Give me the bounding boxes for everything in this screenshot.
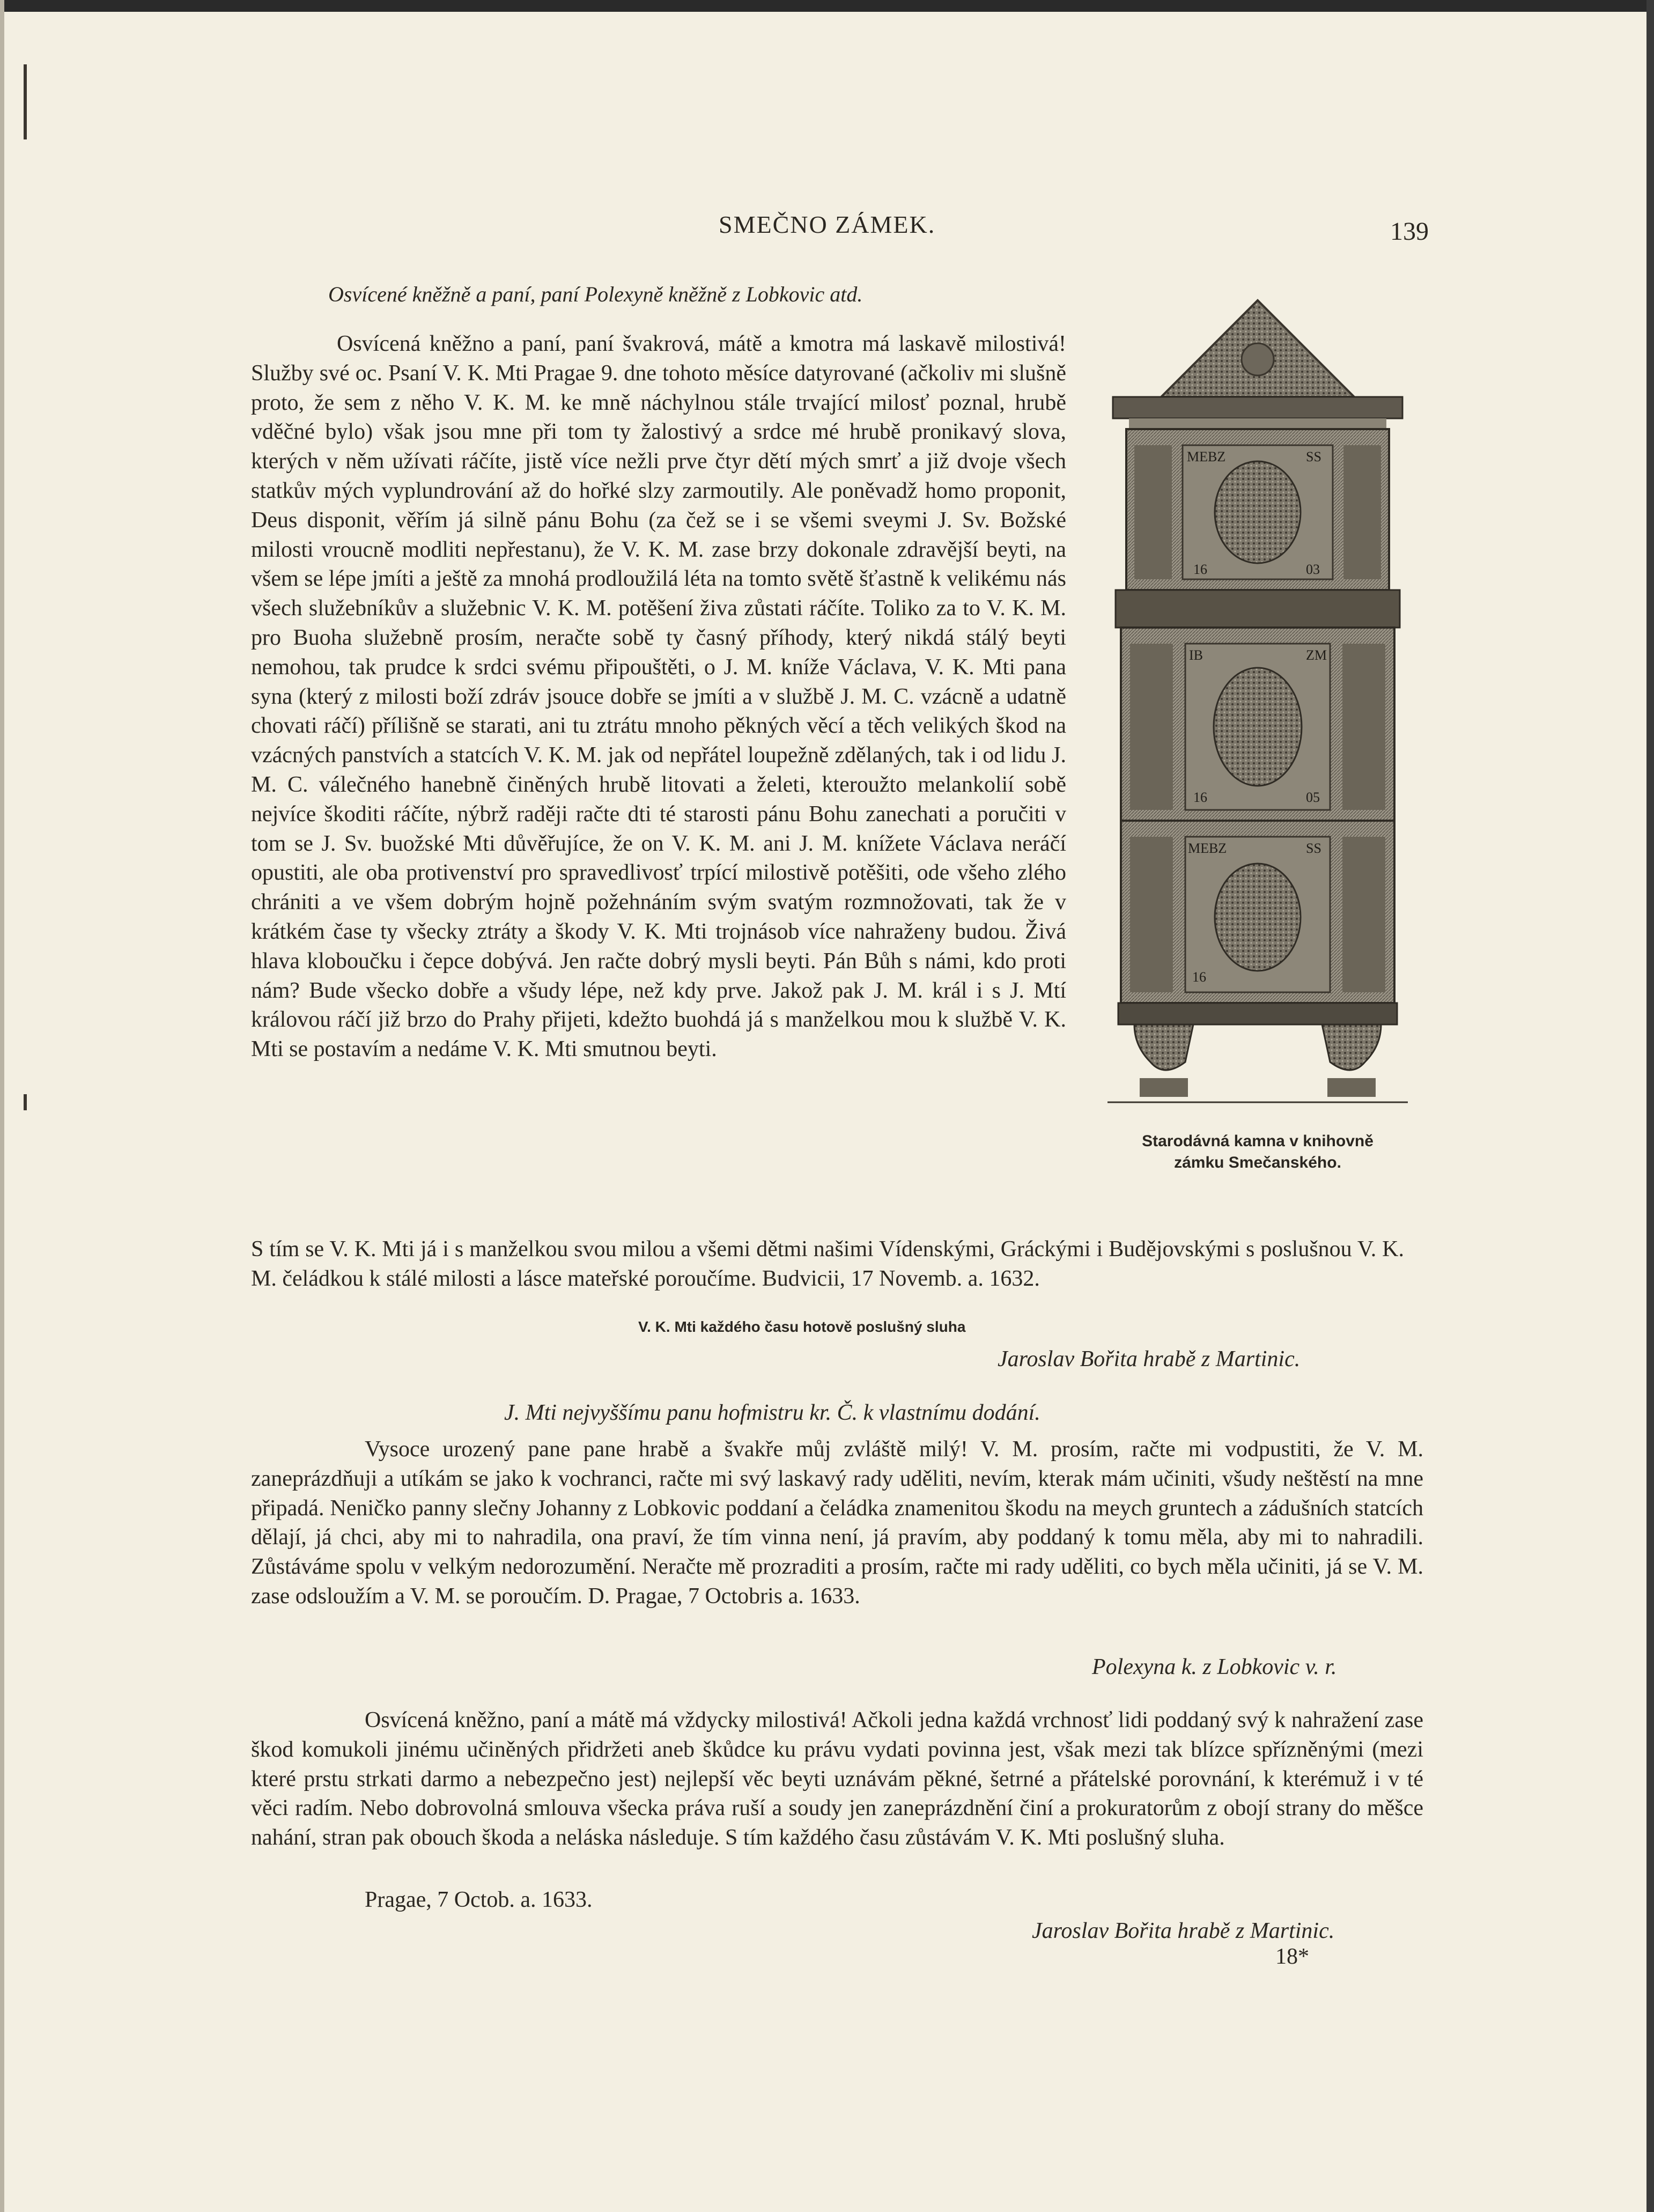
caryatid-right-3 xyxy=(1342,837,1385,992)
inscription-03: 03 xyxy=(1306,562,1320,577)
caryatid-left-3 xyxy=(1130,837,1173,992)
inscription-16-2: 16 xyxy=(1193,790,1207,805)
binding-mark xyxy=(24,64,27,139)
letter2-heading: J. Mti nejvyššímu panu hofmistru kr. Č. k vlastnímu dodání. xyxy=(504,1400,1040,1425)
figure-caption-line1: Starodávná kamna v knihovně xyxy=(1142,1132,1374,1150)
letter1-heading: Osvícené kněžně a paní, paní Polexyně kněžně z Lobkovic atd. xyxy=(328,282,863,306)
coat-of-arms-1 xyxy=(1215,461,1301,563)
letter1-body xyxy=(251,329,1066,1064)
letter2-paragraph: Vysoce urozený pane pane hrabě a švakře můj zvláště milý! V. M. prosím, račte mi vodpustiti, že V. M. zaneprázdňuji a utíkám se jako k vochranci, račte mi svý laskavý rady uděliti, nevím, kterak mám učiniti, všudy neštěstí na mne připadá. Neničko panny slečny Johanny z Lobkovic poddaní a čeládka znamenitou škodu na meych gruntech a zádušních statcích dělají, já chci, aby mi to nahradila, ona praví, že tím vinna není, já pravím, aby poddaný k tomu měla, aby mi to nahradili. Zůstáváme spolu v velkým nedorozumění. Neračte mě prozraditi a prosím, račte mi rady uděliti, co bych měla učiniti, já se V. M. zase odsloužím a V. M. se poroučím. D. Pragae, 7 Octobris a. 1633. xyxy=(251,1437,1423,1609)
stove-leg-right xyxy=(1322,1024,1381,1070)
inscription-mebz-2: MEBZ xyxy=(1188,840,1227,856)
running-header: SMEČNO ZÁMEK. xyxy=(719,211,936,238)
inscription-16-3: 16 xyxy=(1192,969,1206,985)
scan-left-edge xyxy=(0,0,4,2212)
coat-of-arms-2 xyxy=(1214,668,1302,786)
middle-cornice xyxy=(1116,590,1400,628)
inscription-mebz-1: MEBZ xyxy=(1187,449,1226,464)
caryatid-left-1 xyxy=(1134,445,1172,579)
inscription-zm: ZM xyxy=(1306,647,1327,663)
inscription-ss-1: SS xyxy=(1306,449,1321,464)
scan-top-edge xyxy=(0,0,1654,12)
caryatid-left-2 xyxy=(1130,644,1173,810)
inscription-ss-2: SS xyxy=(1306,840,1321,856)
letter3-body xyxy=(251,1706,1423,1853)
caryatid-right-1 xyxy=(1343,445,1381,579)
letter1-paragraph: Osvícená kněžno a paní, paní švakrová, mátě a kmotra má laskavě milostivá! Služby své oc. Psaní V. K. Mti Pragae 9. dne tohoto měsíce datyrované (ačkoliv mi slušně proto, že sem z něho V. K. M. ke mně náchylnou stále trvající milosť poznal, hrubě vděčné bylo) však jsou mne při tom ty žalostivý a srdce mé hrubě pronikavý slova, kterých v něm užívati ráčíte, jistě více nežli prve čtyr dětí mých smrť a již dvoje všech statkův mých vyplundrování až do hořké slzy zarmoutily. Ale poněvadž homo proponit, Deus disponit, věřím já silně pánu Bohu (za čež se i se všemi sveymi J. Sv. Božské milosti vroucně modliti nepřestanu), že V. K. M. zase brzy dokonale zdravější beyti, na všem se lépe jmíti a ještě za mnohá prodloužilá léta na tomto světě šťastně k velikému nás všech služebníkův a služebnic V. K. M. potěšení živa zůstati ráčíte. Toliko za to V. K. M. pro Buoha služebně prosím, neračte sobě ty časný příhody, který nikdá stálý beyti nemohou, tak prudce k srdci svému připouštěti, o J. M. kníže Václava, V. K. Mti pana syna (který z milosti boží zdráv jsouce dobře se jmíti a v službě J. M. C. vzácně a udatně chovati ráčí) přílišně se starati, ani tu ztrátu mnoho pěkných věcí a těch velikých škod na vzácných panstvích a statcích V. K. M. jak od nepřátel loupežně zdělaných, tak i od lidu J. M. C. válečného hanebně činěných hrubě litovati a želeti, kteroužto melankolií sobě nejvíce škoditi ráčíte, nýbrž raději račte dti té starosti pánu Bohu zanechati a poručiti v tom se J. Sv. buožské Mti důvěřujíce, že on V. K. M. ani J. M. knížete Václava neráčí opustiti, ale oba protivenství pro spravedlivosť trpící milostivě potěšiti, ode všeho zlého chrániti a ve všem dobrým hojně požehnáním svým svatým rozmnožovati, tak že v krátkém čase ty všecky ztráty a škody V. K. Mti trojnásob více nahraženy budou. Živá hlava kloboučku i čepce dobývá. Jen račte dobrý mysli beyti. Pán Bůh s námi, kdo proti nám? Bude všecko dobře a všudy lépe, než kdy prve. Jakož pak J. M. král i s J. Mtí královou ráčí již brzo do Prahy přijeti, kdežto buohdá já s manželkou mou k službě V. K. Mti se postavím a nedáme V. K. Mti smutnou beyti. xyxy=(251,331,1066,1062)
top-cornice-lip xyxy=(1129,418,1386,429)
stove-leg-left xyxy=(1134,1024,1193,1070)
stove-base xyxy=(1118,1003,1397,1024)
coat-of-arms-3 xyxy=(1215,864,1301,971)
letter2-signature: Polexyna k. z Lobkovic v. r. xyxy=(1092,1655,1337,1679)
crest-medallion xyxy=(1242,343,1274,375)
stove-illustration xyxy=(1102,290,1413,1116)
letter3-paragraph: Osvícená kněžno, paní a mátě má vždycky milostivá! Ačkoli jedna každá vrchnosť lidi poddaný svý k nahražení zase škod komukoli jinému učiněných přidržeti aneb škůdce ku právu vydati povinna jest, však mezi tak blízce spřízněnými (mezi které prstu strkati darmo a nebezpečno jest) nejlepší věc beyti uznávám pěkné, šetrné a přátelské porovnání, k kterémuž i v té věci radím. Nebo dobrovolná smlouva všecka práva ruší a soudy jen zaneprázdnění činí a prokuratorům z obojí strany do měšce nahání, stran pak obouch škoda a neláska následuje. S tím každého času zůstávám V. K. Mti poslušný sluha. xyxy=(251,1708,1423,1850)
scan-right-edge xyxy=(1646,0,1654,2212)
inscription-16-1: 16 xyxy=(1193,562,1207,577)
binding-mark xyxy=(24,1094,27,1110)
top-cornice xyxy=(1113,397,1402,418)
letter3-place-date: Pragae, 7 Octob. a. 1633. xyxy=(365,1887,593,1912)
foot-left xyxy=(1140,1078,1188,1097)
letter1-paragraph-tail: S tím se V. K. Mti já i s manželkou svou milou a všemi dětmi našimi Vídenskými, Gráckými i Budějovskými s poslušnou V. K. M. čeládkou k stálé milosti a lásce mateřské poroučíme. Budvicii, 17 Novemb. a. 1632. xyxy=(251,1237,1404,1291)
letter1-signature: Jaroslav Bořita hrabě z Martinic. xyxy=(998,1347,1301,1372)
inscription-05: 05 xyxy=(1306,790,1320,805)
letter2-body xyxy=(251,1435,1423,1611)
inscription-ib: IB xyxy=(1189,647,1203,663)
letter1-closing: V. K. Mti každého času hotově poslušný sluha xyxy=(638,1318,966,1335)
printer-signature-mark: 18* xyxy=(1275,1944,1309,1969)
letter3-signature: Jaroslav Bořita hrabě z Martinic. xyxy=(1032,1919,1335,1943)
foot-right xyxy=(1327,1078,1376,1097)
caryatid-right-2 xyxy=(1342,644,1385,810)
figure-caption xyxy=(1089,1131,1427,1174)
figure-caption-line2: zámku Smečanského. xyxy=(1174,1154,1341,1171)
page-number: 139 xyxy=(1390,217,1429,246)
